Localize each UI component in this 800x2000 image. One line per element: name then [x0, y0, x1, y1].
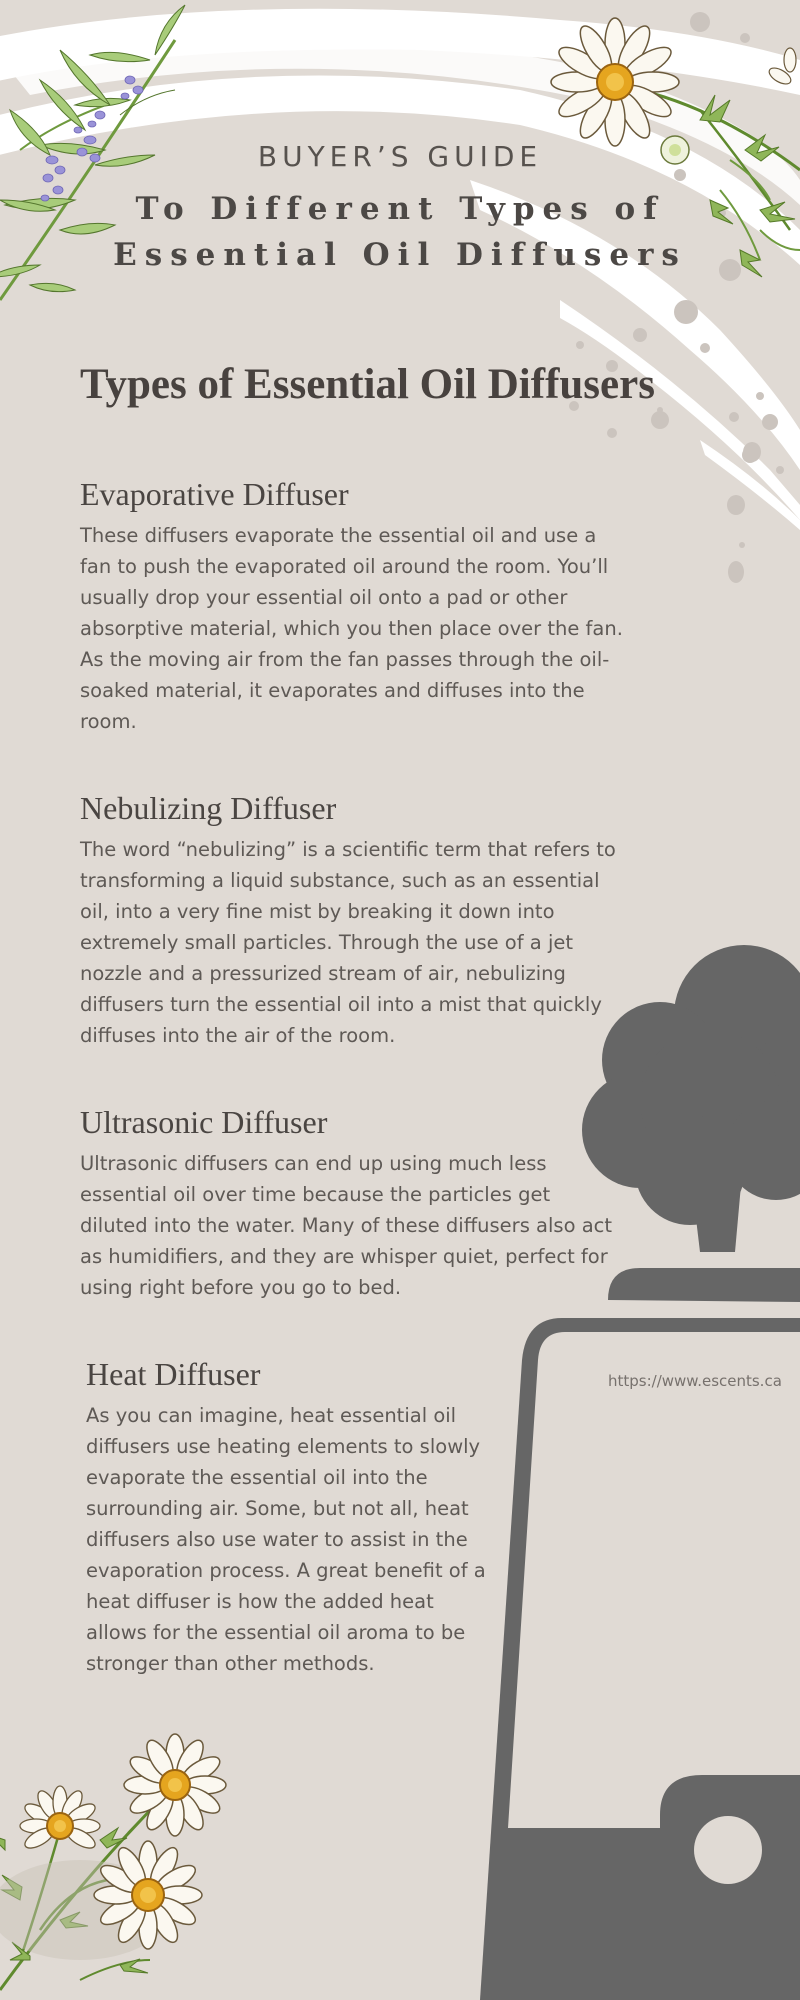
section-title: Evaporative Diffuser: [80, 476, 349, 512]
guide-title-line-1: To Different Types of: [135, 191, 665, 227]
section-ultrasonic: [80, 1102, 620, 1303]
guide-title-line-2: Essential Oil Diffusers: [113, 237, 687, 273]
diffuser-button-icon: [694, 1816, 762, 1884]
section-title: Ultrasonic Diffuser: [80, 1104, 328, 1140]
section-evaporative: [80, 474, 630, 737]
section-nebulizing: [80, 788, 630, 1051]
section-body: As you can imagine, heat essential oil diffusers use heating elements to slowly evaporate the essential oil into the surrounding air. Some, but not all, heat diffusers also use water to assist in the evaporation process. A great benefit of a heat diffuser is how the added heat allows for the essential oil aroma to be stronger than other methods.: [86, 1404, 486, 1675]
section-body: The word “nebulizing” is a scientific term that refers to transforming a liquid substance, such as an essential oil, into a very fine mist by breaking it down into extremely small particles. Through the use of a jet nozzle and a pressurized stream of air, nebulizing diffusers turn the essential oil into a mist that quickly diffuses into the air of the room.: [80, 838, 616, 1047]
chamomile-flower-icon: [0, 1734, 226, 1990]
section-body: These diffusers evaporate the essential oil and use a fan to push the evaporated oil around the room. You’ll usually drop your essential oil onto a pad or other absorptive material, which you then place over the fan. As the moving air from the fan passes through the oil-soaked material, it evaporates and diffuses into the room.: [80, 524, 623, 733]
guide-eyebrow: BUYER’S GUIDE: [257, 140, 543, 173]
source-url: https://www.escents.ca: [608, 1372, 782, 1390]
guide-title: [0, 186, 800, 278]
main-heading: Types of Essential Oil Diffusers: [80, 361, 655, 408]
section-title: Nebulizing Diffuser: [80, 790, 337, 826]
diffuser-window: [508, 1332, 800, 1828]
section-heat: [86, 1354, 486, 1679]
section-title: Heat Diffuser: [86, 1356, 261, 1392]
section-body: Ultrasonic diffusers can end up using much less essential oil over time because the particles get diluted into the water. Many of these diffusers also act as humidifiers, and they are whisper quiet, perfect for using right before you go to bed.: [80, 1152, 613, 1299]
